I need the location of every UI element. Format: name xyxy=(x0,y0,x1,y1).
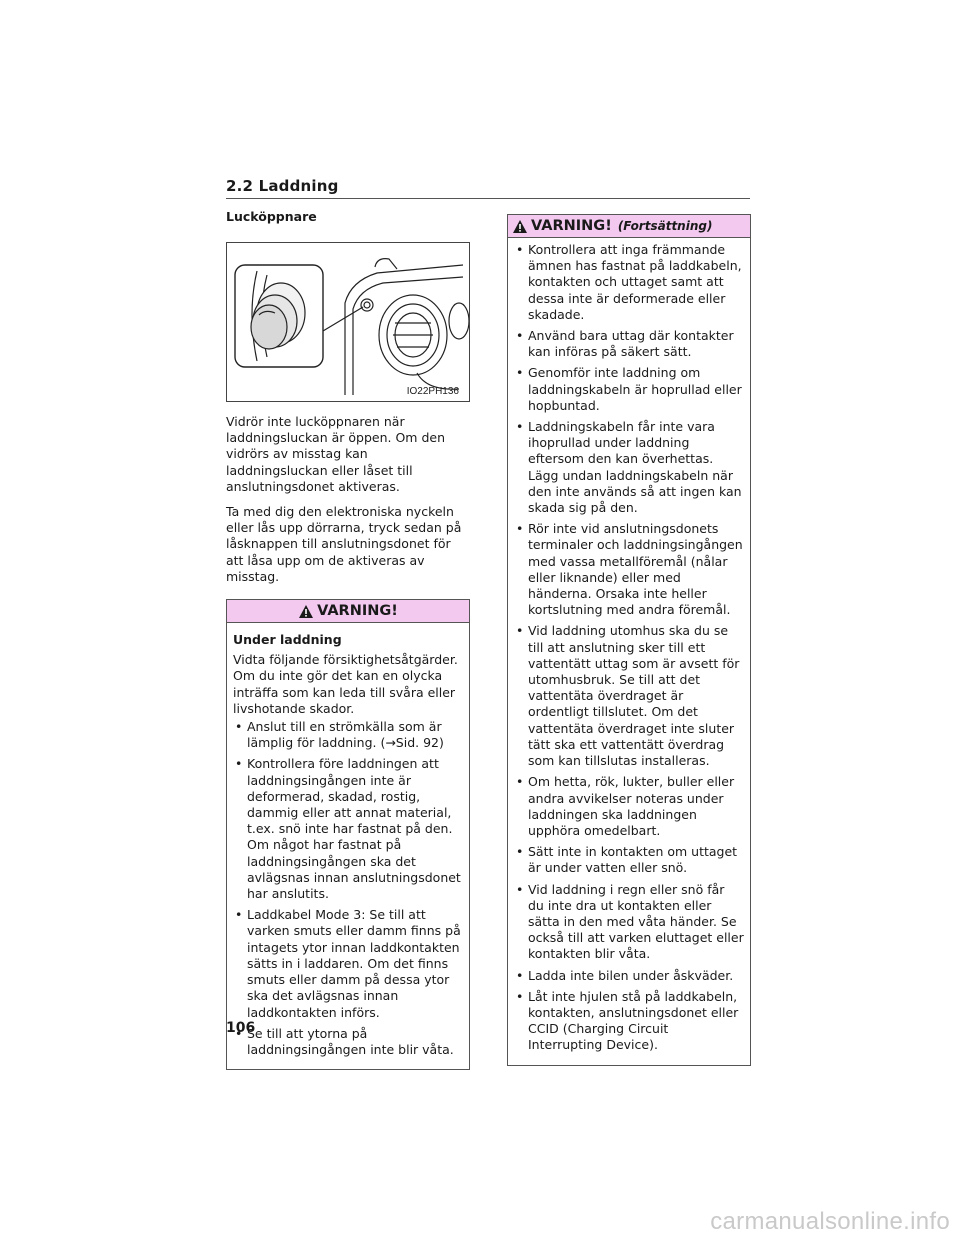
figure-id: IO22PH136 xyxy=(406,386,459,397)
warning-list xyxy=(514,242,744,1054)
warning-triangle-icon xyxy=(512,219,528,234)
continued-label: (Fortsättning) xyxy=(617,219,713,233)
warning-title: VARNING! xyxy=(531,218,612,234)
list-item: • Vid laddning utomhus ska du se till att anslutning sker till ett vattentätt uttag som är avsett för utomhusbruk. Se till att det vattentäta överdraget är ordentligt tillslutet. Om det vattentäta överdraget inte sluter tätt ska ett vattentätt överdrag som kan tillslutas installeras. xyxy=(514,623,744,769)
paragraph: Ta med dig den elektroniska nyckeln eller lås upp dörrarna, tryck sedan på låsknappen till anslutningsdonet för att låsa upp om de aktiveras av misstag. xyxy=(226,504,462,584)
warning-body xyxy=(227,623,469,1069)
list-item: • Rör inte vid anslutningsdonets terminaler och laddningsingången med vassa metallföremål (nålar eller liknande) eller med händerna. Orsaka inte heller kortslutning med andra föremål. xyxy=(514,521,744,618)
warning-header xyxy=(227,600,469,623)
list-item: • Kontrollera att inga främmande ämnen has fastnat på laddkabeln, kontakten och uttaget samt att dessa inte är deformerade eller skadade. xyxy=(514,242,744,323)
left-column xyxy=(226,209,470,1070)
warning-box xyxy=(226,599,470,1070)
paragraph: Vidrör inte lucköppnaren när laddningsluckan är öppen. Om den vidrörs av misstag kan laddningsluckan eller låset till anslutningsdonet aktiveras. xyxy=(226,414,445,494)
page-number: 106 xyxy=(226,1020,256,1036)
list-item: • Om hetta, rök, lukter, buller eller andra avvikelser noteras under laddningen ska laddningen upphöra omedelbart. xyxy=(514,774,744,839)
list-item: • Kontrollera före laddningen att laddningsingången inte är deformerad, skadad, rostig, dammig eller att annat material, t.ex. snö inte har fastnat på den. Om något har fastnat på laddningsingången ska det avlägsnas innan anslutningsdonet har anslutits. xyxy=(233,756,463,902)
list-item: • Vid laddning i regn eller snö får du inte dra ut kontakten eller sätta in den med våta händer. Se också till att varken eluttaget eller kontakten blir våta. xyxy=(514,882,744,963)
warning-title: VARNING! xyxy=(317,603,398,620)
list-item: • Använd bara uttag där kontakter kan införas på säkert sätt. xyxy=(514,328,744,360)
list-item: • Se till att ytorna på laddningsingången inte blir våta. xyxy=(233,1026,463,1058)
warning-box-continued xyxy=(507,214,751,1066)
list-item: • Genomför inte laddning om laddningskabeln är hoprullad eller hopbuntad. xyxy=(514,365,744,414)
list-item: • Anslut till en strömkälla som är lämplig för laddning. (→Sid. 92) xyxy=(233,719,463,751)
right-column xyxy=(507,214,751,1066)
warning-triangle-icon xyxy=(298,604,314,619)
section-header: 2.2 Laddning xyxy=(226,177,750,199)
charging-port-illustration xyxy=(227,243,469,401)
warning-intro: Vidta följande försiktighetsåtgärder. Om du inte gör det kan en olycka inträffa som kan leda till svåra eller livshotande skador. xyxy=(233,652,458,716)
list-item: • Laddkabel Mode 3: Se till att varken smuts eller damm finns på intagets ytor innan laddkontakten sätts in i laddaren. Om det finns smuts eller damm på dessa ytor ska det avlägsnas innan laddkontakten införs. xyxy=(233,907,463,1020)
warning-list xyxy=(233,719,463,1058)
list-item: • Ladda inte bilen under åskväder. xyxy=(514,968,744,984)
warning-header xyxy=(508,215,750,238)
warning-subtitle: Under laddning xyxy=(233,632,342,648)
charging-lid-opener-figure xyxy=(226,242,470,402)
list-item: • Sätt inte in kontakten om uttaget är under vatten eller snö. xyxy=(514,844,744,876)
list-item: • Låt inte hjulen stå på laddkabeln, kontakten, anslutningsdonet eller CCID (Charging Circuit Interrupting Device). xyxy=(514,989,744,1054)
watermark: carmanualsonline.info xyxy=(710,1208,950,1235)
list-item: • Laddningskabeln får inte vara ihoprullad under laddning eftersom den kan överhettas. Lägg undan laddningskabeln när den inte används så att ingen kan skada sig på den. xyxy=(514,419,744,516)
warning-body xyxy=(508,238,750,1065)
subheading: Lucköppnare xyxy=(226,209,317,224)
